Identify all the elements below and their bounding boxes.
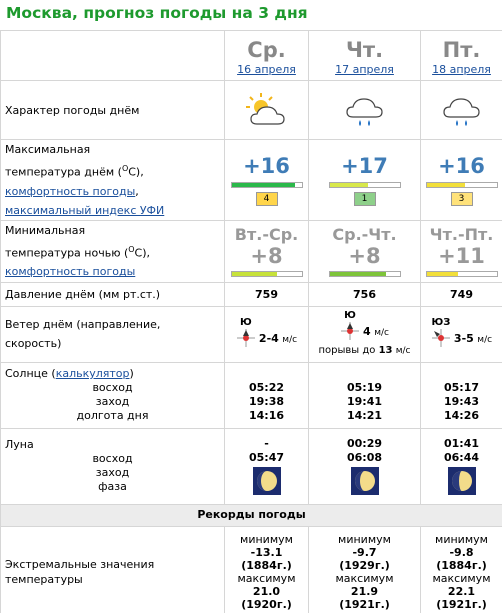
wind-unit: м/с — [374, 327, 389, 338]
max-temp-label-1: Максимальная — [5, 143, 91, 156]
weather-cell-2 — [421, 81, 502, 140]
moonrise-label: восход — [92, 452, 133, 466]
moon-phase-icon — [448, 467, 476, 495]
day-name: Пт. — [442, 38, 481, 62]
sun-cell-1 — [309, 362, 421, 428]
record-max-label: максимум — [335, 572, 394, 586]
record-min-year: (1929г.) — [339, 559, 390, 573]
sun-row — [1, 362, 502, 428]
extreme-temp-label — [1, 526, 225, 613]
record-min-label: минимум — [435, 533, 488, 547]
weather-cell-0 — [225, 81, 309, 140]
max-temp-value: +16 — [438, 154, 485, 179]
sun-calculator-link[interactable]: калькулятор — [55, 367, 130, 381]
record-max-year: (1921г.) — [436, 598, 487, 612]
day-header-2 — [421, 31, 502, 81]
wind-cell-0 — [225, 306, 309, 362]
gust-prefix: порывы до — [318, 345, 376, 357]
comfort-bar — [426, 182, 498, 188]
records-heading: Рекорды погоды — [1, 504, 502, 526]
record-min-year: (1884г.) — [241, 559, 292, 573]
moonset-time: 06:44 — [443, 451, 479, 465]
min-temp-label — [1, 220, 225, 282]
wind-unit: м/с — [395, 346, 411, 357]
records-cell-2 — [421, 526, 502, 613]
day-name: Чт. — [345, 38, 384, 62]
extreme-label-2: температуры — [5, 573, 83, 587]
wind-compass-icon — [340, 321, 360, 341]
min-temp-label-2: температура ночью ( — [5, 246, 129, 260]
records-cell-0 — [225, 526, 309, 613]
moon-phase-label: фаза — [98, 480, 127, 494]
forecast-table — [0, 30, 502, 613]
wind-row — [1, 306, 502, 362]
night-comfort-bar — [426, 271, 498, 277]
max-temp-label-3: C), — [128, 165, 144, 179]
min-temp-value: +11 — [438, 244, 485, 269]
record-min-label: минимум — [338, 533, 391, 547]
sunset-time: 19:43 — [443, 395, 479, 409]
moonrise-time: - — [264, 437, 269, 451]
sun-cell-0 — [225, 362, 309, 428]
pressure-value: 756 — [309, 282, 421, 306]
wind-compass-icon — [236, 328, 256, 348]
max-temp-row — [1, 140, 502, 221]
pressure-value: 759 — [225, 282, 309, 306]
record-min-value: -9.8 — [449, 546, 474, 560]
sunrise-time: 05:17 — [443, 381, 479, 395]
sun-title-close: ) — [129, 367, 134, 381]
moon-phase-icon — [351, 467, 379, 495]
wind-cell-1 — [309, 306, 421, 362]
degree-symbol: O — [121, 164, 129, 173]
records-cell-1 — [309, 526, 421, 613]
sun-title: Солнце ( — [5, 367, 56, 381]
wind-speed: 2-4 — [258, 331, 279, 345]
weather-day-label: Характер погоды днём — [1, 81, 225, 140]
wind-speed: 3-5 — [453, 331, 474, 345]
day-length: 14:26 — [443, 409, 479, 423]
day-date-link[interactable]: 18 апреля — [432, 63, 491, 76]
pressure-row — [1, 282, 502, 306]
sun-label — [1, 362, 225, 428]
degree-symbol: O — [128, 244, 135, 254]
max-temp-value: +16 — [243, 154, 290, 179]
wind-unit: м/с — [477, 334, 493, 345]
weather-cell-1 — [309, 81, 421, 140]
record-min-value: -9.7 — [352, 546, 377, 560]
wind-unit: м/с — [282, 334, 298, 345]
days-header-row — [1, 31, 502, 81]
uv-badge: 3 — [451, 192, 473, 206]
min-temp-value: +8 — [348, 244, 381, 269]
comfort-link[interactable]: комфортность погоды — [5, 184, 136, 198]
min-temp-row — [1, 220, 502, 282]
wind-cell-2 — [421, 306, 502, 362]
max-temp-cell-2 — [421, 140, 502, 221]
night-period-label: Вт.-Ср. — [234, 225, 299, 245]
day-name: Ср. — [247, 38, 286, 62]
record-max-value: 22.1 — [447, 585, 476, 599]
extreme-label-1: Экстремальные значения — [5, 558, 155, 572]
night-comfort-bar — [329, 271, 401, 277]
cloud-rain-icon — [343, 91, 387, 129]
record-max-value: 21.0 — [252, 585, 281, 599]
moonset-time: 06:08 — [346, 451, 382, 465]
moon-cell-2 — [421, 428, 502, 504]
weather-row — [1, 81, 502, 140]
record-max-year: (1921г.) — [339, 598, 390, 612]
day-date-link[interactable]: 17 апреля — [335, 63, 394, 76]
day-header-1 — [309, 31, 421, 81]
max-temp-label — [1, 140, 225, 221]
moon-row — [1, 428, 502, 504]
min-temp-value: +8 — [250, 244, 283, 269]
sunset-label: заход — [95, 395, 130, 409]
moon-cell-1 — [309, 428, 421, 504]
comfort-bar — [231, 182, 303, 188]
record-max-label: максимум — [432, 572, 491, 586]
wind-compass-icon — [431, 328, 451, 348]
day-date-link[interactable]: 16 апреля — [237, 63, 296, 76]
record-max-label: максимум — [237, 572, 296, 586]
day-length: 14:21 — [346, 409, 382, 423]
day-header-0 — [225, 31, 309, 81]
pressure-label: Давление днём (мм рт.ст.) — [1, 282, 225, 306]
comfort-link[interactable]: комфортность погоды — [5, 265, 136, 279]
wind-direction: Ю — [240, 317, 252, 329]
moonrise-time: 01:41 — [443, 437, 479, 451]
moonset-label: заход — [95, 466, 130, 480]
day-length: 14:16 — [248, 409, 284, 423]
night-comfort-bar — [231, 271, 303, 277]
max-temp-cell-1 — [309, 140, 421, 221]
cloud-rain-icon — [440, 91, 484, 129]
comma: , — [135, 184, 139, 198]
uv-badge: 1 — [354, 192, 376, 206]
moonset-time: 05:47 — [248, 451, 284, 465]
min-temp-cell-0 — [225, 220, 309, 282]
moon-phase-icon — [253, 467, 281, 495]
record-max-year: (1920г.) — [241, 598, 292, 612]
night-period-label: Ср.-Чт. — [332, 225, 397, 245]
uv-index-link[interactable]: максимальный индекс УФИ — [5, 203, 165, 217]
sunrise-time: 05:19 — [346, 381, 382, 395]
wind-direction: ЮЗ — [431, 317, 451, 329]
records-header-row — [1, 504, 502, 526]
sunrise-label: восход — [92, 381, 133, 395]
sun-cell-2 — [421, 362, 502, 428]
sunset-time: 19:41 — [346, 395, 382, 409]
comfort-bar — [329, 182, 401, 188]
uv-badge: 4 — [256, 192, 278, 206]
moon-title: Луна — [5, 438, 34, 452]
record-min-label: минимум — [240, 533, 293, 547]
min-temp-label-1: Минимальная — [5, 223, 86, 237]
wind-speed: 4 — [363, 324, 371, 338]
moonrise-time: 00:29 — [346, 437, 382, 451]
min-temp-label-3: C), — [134, 246, 151, 260]
empty-header-cell — [1, 31, 225, 81]
min-temp-cell-1 — [309, 220, 421, 282]
max-temp-label-2: температура днём ( — [5, 165, 122, 179]
record-max-value: 21.9 — [350, 585, 379, 599]
record-min-year: (1884г.) — [436, 559, 487, 573]
records-row — [1, 526, 502, 613]
moon-label — [1, 428, 225, 504]
max-temp-cell-0 — [225, 140, 309, 221]
day-length-label: долгота дня — [76, 409, 149, 423]
max-temp-value: +17 — [341, 154, 388, 179]
wind-label: Ветер днём (направление, скорость) — [1, 306, 225, 362]
pressure-value: 749 — [421, 282, 502, 306]
sunrise-time: 05:22 — [248, 381, 284, 395]
sun-cloud-icon — [245, 92, 289, 128]
night-period-label: Чт.-Пт. — [429, 225, 494, 245]
page-title: Москва, прогноз погоды на 3 дня — [6, 4, 308, 22]
gust-value: 13 — [378, 345, 393, 357]
record-min-value: -13.1 — [250, 546, 283, 560]
wind-direction: Ю — [344, 310, 356, 322]
sunset-time: 19:38 — [248, 395, 284, 409]
min-temp-cell-2 — [421, 220, 502, 282]
moon-cell-0 — [225, 428, 309, 504]
